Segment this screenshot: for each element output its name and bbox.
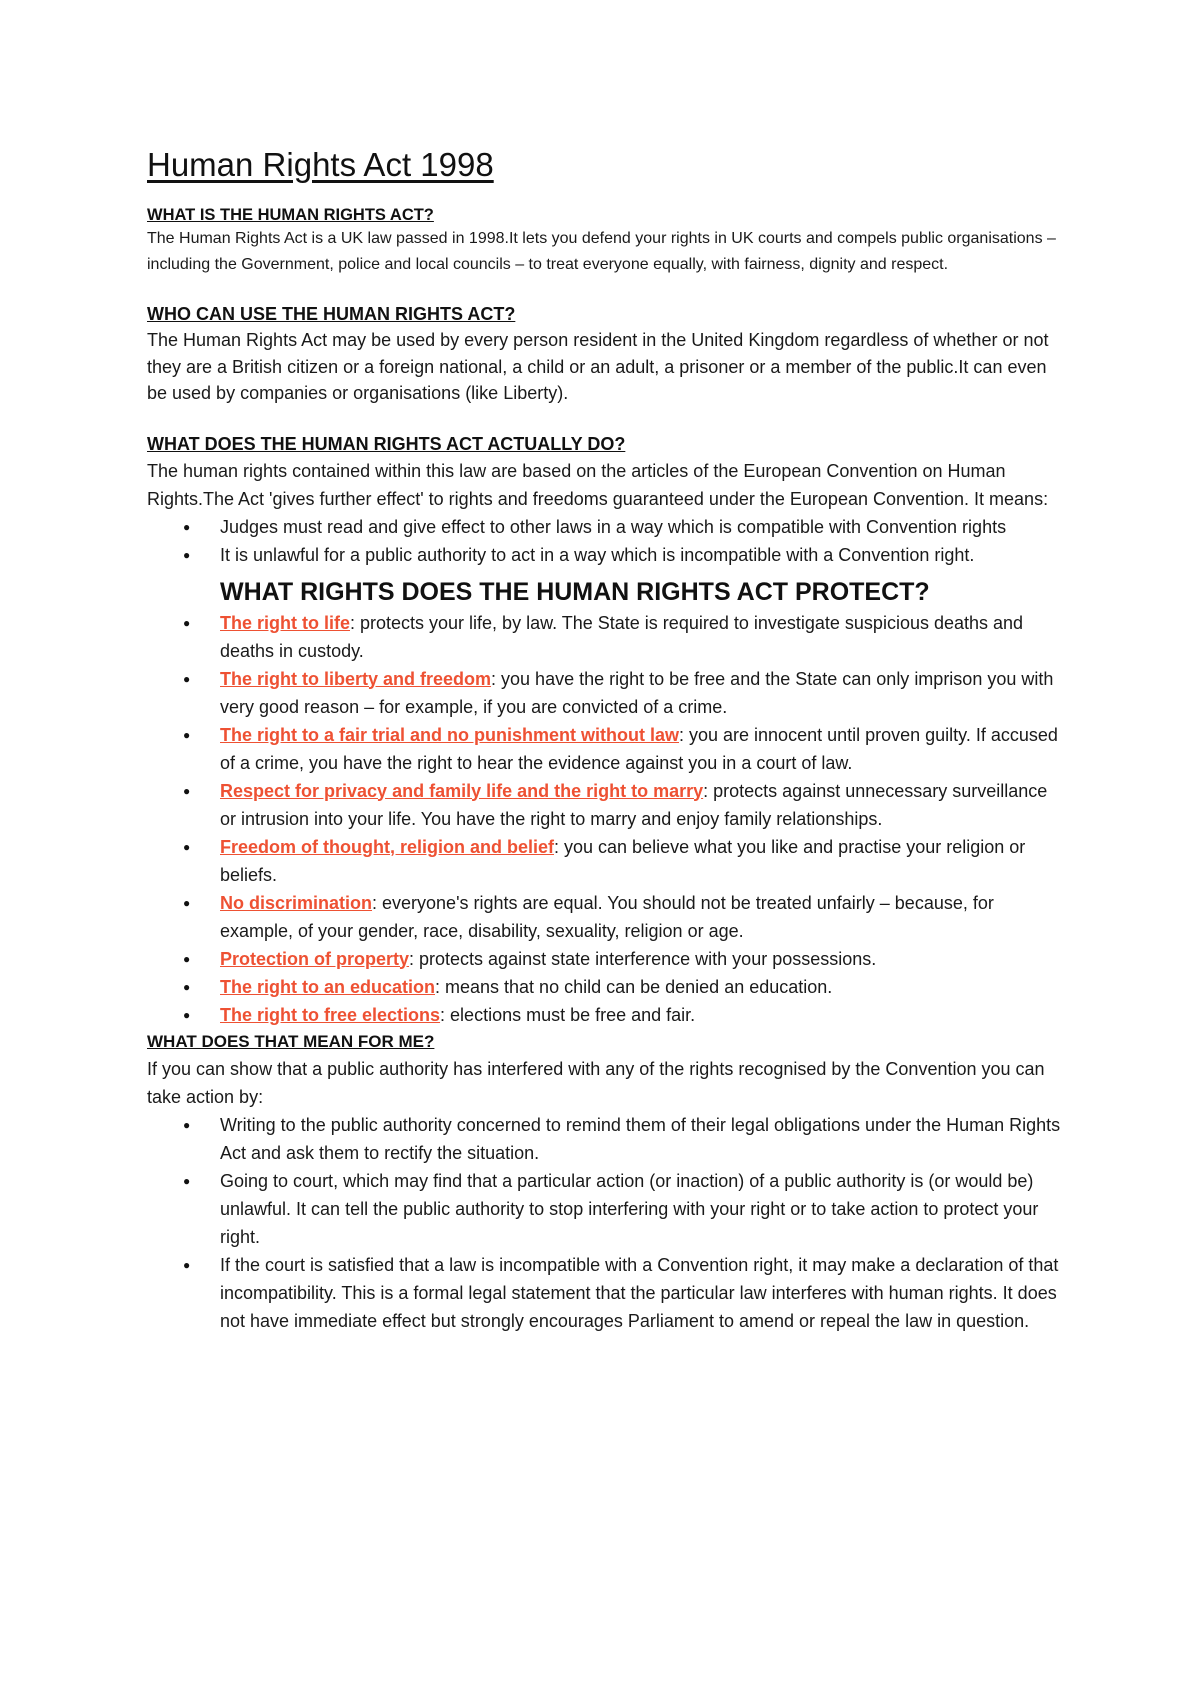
- document-title: Human Rights Act 1998: [147, 146, 494, 183]
- right-name-link[interactable]: The right to an education: [220, 976, 435, 997]
- right-name-link[interactable]: Freedom of thought, religion and belief: [220, 836, 554, 857]
- right-description: : you are innocent until proven guilty. If accused of a crime, you have the right to hear the evidence against you in a court of law.: [220, 724, 1058, 773]
- rights-list: [147, 609, 1067, 1029]
- list-item: ● Writing to the public authority concerned to remind them of their legal obligations under the Human Rights Act and ask them to rectify the situation.: [147, 1111, 1067, 1167]
- rights-heading: WHAT RIGHTS DOES THE HUMAN RIGHTS ACT PROTECT?: [220, 577, 930, 606]
- section-heading: WHAT DOES THE HUMAN RIGHTS ACT ACTUALLY DO?: [147, 433, 626, 454]
- section-heading: WHO CAN USE THE HUMAN RIGHTS ACT?: [147, 304, 516, 324]
- right-item: [147, 1001, 1067, 1029]
- list-item: ● Going to court, which may find that a particular action (or inaction) of a public authority is (or would be) unlawful. It can tell the public authority to stop interfering with your right or to take action to protect your right.: [147, 1167, 1067, 1251]
- right-name-link[interactable]: Respect for privacy and family life and the right to marry: [220, 780, 704, 801]
- section-what-it-means: [147, 1029, 1067, 1335]
- section-body: The Human Rights Act is a UK law passed in 1998.It lets you defend your rights in UK courts and compels public organisations – including the Government, police and local councils – to treat everyone equally, with fairness, dignity and respect.: [147, 230, 1056, 273]
- document-content: [147, 142, 1067, 1335]
- act-effects-list: [147, 513, 1067, 569]
- list-item: ● It is unlawful for a public authority to act in a way which is incompatible with a Convention right.: [147, 541, 1067, 569]
- right-name-link[interactable]: The right to a fair trial and no punishment without law: [220, 724, 679, 745]
- right-item: [147, 945, 1067, 973]
- right-item: [147, 721, 1067, 777]
- right-name-link[interactable]: The right to liberty and freedom: [220, 668, 492, 689]
- section-what-is: [147, 204, 1067, 277]
- right-item: [147, 973, 1067, 1001]
- right-item: [147, 665, 1067, 721]
- right-description: : you have the right to be free and the State can only imprison you with very good reason – for example, if you are convicted of a crime.: [220, 668, 1054, 717]
- right-description: : means that no child can be denied an education.: [435, 976, 833, 997]
- section-heading: WHAT IS THE HUMAN RIGHTS ACT?: [147, 206, 434, 224]
- right-item: [147, 777, 1067, 833]
- section-body: The human rights contained within this law are based on the articles of the European Convention on Human Rights.The Act 'gives further effect' to rights and freedoms guaranteed under the European Convention. It means:: [147, 460, 1049, 509]
- right-name-link[interactable]: The right to life: [220, 612, 350, 633]
- section-what-does-act-do: [147, 431, 1067, 569]
- right-item: [147, 833, 1067, 889]
- right-name-link[interactable]: Protection of property: [220, 948, 410, 969]
- right-item: [147, 889, 1067, 945]
- actions-list: [147, 1111, 1067, 1335]
- right-name-link[interactable]: The right to free elections: [220, 1004, 441, 1025]
- section-body: If you can show that a public authority has interfered with any of the rights recognised by the Convention you can take action by:: [147, 1058, 1045, 1107]
- right-name-link[interactable]: No discrimination: [220, 892, 373, 913]
- section-rights-protected: [147, 575, 1067, 1029]
- list-item: ● If the court is satisfied that a law is incompatible with a Convention right, it may make a declaration of that incompatibility. This is a formal legal statement that the particular law interferes with human rights. It does not have immediate effect but strongly encourages Parliament to amend or repeal the law in question.: [147, 1251, 1067, 1335]
- right-description: : protects your life, by law. The State is required to investigate suspicious deaths and deaths in custody.: [220, 612, 1024, 661]
- section-heading: WHAT DOES THAT MEAN FOR ME?: [147, 1031, 435, 1051]
- right-description: : protects against unnecessary surveillance or intrusion into your life. You have the right to marry and enjoy family relationships.: [220, 780, 1048, 829]
- right-description: : elections must be free and fair.: [440, 1004, 696, 1025]
- right-description: : protects against state interference with your possessions.: [409, 948, 877, 969]
- section-who-can-use: [147, 301, 1067, 407]
- right-description: : you can believe what you like and practise your religion or beliefs.: [220, 836, 1026, 885]
- right-description: : everyone's rights are equal. You should not be treated unfairly – because, for example, of your gender, race, disability, sexuality, religion or age.: [220, 892, 994, 941]
- list-item: ● Judges must read and give effect to other laws in a way which is compatible with Convention rights: [147, 513, 1067, 541]
- section-body: The Human Rights Act may be used by every person resident in the United Kingdom regardless of whether or not they are a British citizen or a foreign national, a child or an adult, a prisoner or a member of the public.It can even be used by companies or organisations (like Liberty).: [147, 330, 1049, 403]
- right-item: [147, 609, 1067, 665]
